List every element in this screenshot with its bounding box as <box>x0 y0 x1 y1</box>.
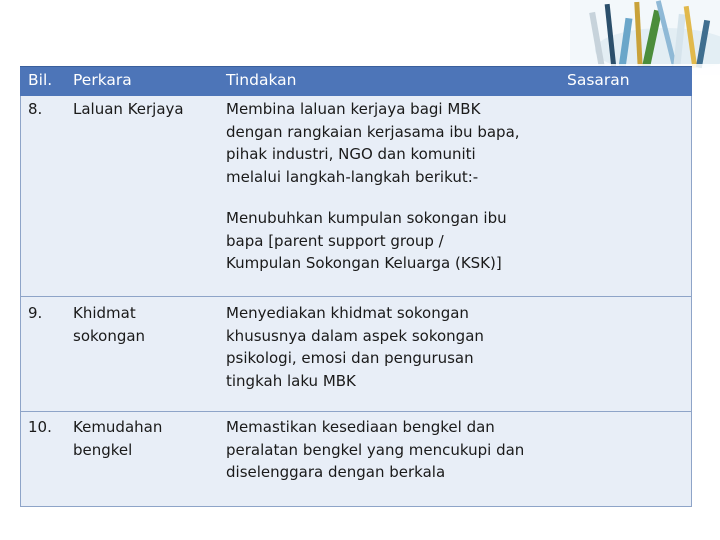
table-left-border <box>20 96 21 507</box>
header-sasaran: Sasaran <box>567 71 630 89</box>
row-8-perkara: Laluan Kerjaya <box>73 100 184 118</box>
table-right-border <box>691 96 692 507</box>
row-8-tindakan-extra: Menubuhkan kumpulan sokongan ibu bapa [parent support group / Kumpulan Sokongan Keluarga (KSK)] <box>226 209 507 272</box>
header-perkara: Perkara <box>73 71 132 89</box>
header-tindakan: Tindakan <box>226 71 297 89</box>
row-9-perkara: Khidmat sokongan <box>73 304 146 345</box>
row-divider <box>20 411 692 412</box>
row-8-tindakan: Membina laluan kerjaya bagi MBK dengan rangkaian kerjasama ibu bapa, pihak industri, NGO dan komuniti melalui langkah-langkah berikut:- <box>226 100 520 186</box>
header-bil: Bil. <box>28 71 53 89</box>
row-divider <box>20 296 692 297</box>
stationery-pencils-icon <box>570 0 720 75</box>
row-10-bil: 10. <box>28 418 52 436</box>
table-bottom-border <box>20 506 692 507</box>
row-10-tindakan: Memastikan kesediaan bengkel dan peralatan bengkel yang mencukupi dan diselenggara dengan berkala <box>226 418 525 481</box>
row-10-perkara: Kemudahan bengkel <box>73 418 163 459</box>
row-9-tindakan: Menyediakan khidmat sokongan khususnya dalam aspek sokongan psikologi, emosi dan pengurusan tingkah laku MBK <box>226 304 484 390</box>
row-8-bil: 8. <box>28 100 43 118</box>
row-9-bil: 9. <box>28 304 43 322</box>
